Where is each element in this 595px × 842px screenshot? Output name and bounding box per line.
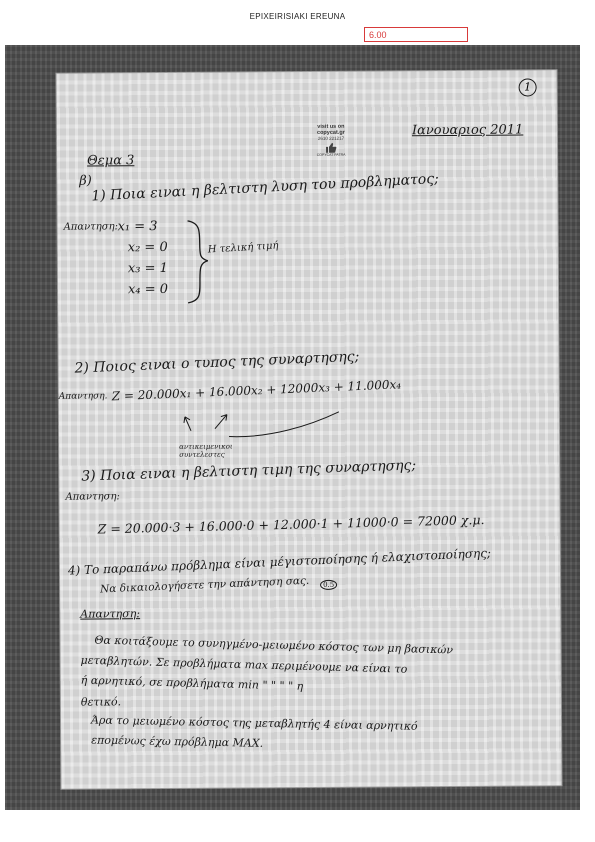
handwritten-sheet [57,70,562,788]
q2-question: 2) Ποιος ειναι ο τυπος της συναρτησης; [74,348,360,377]
q4-question-line-2: Να δικαιολογήσετε την απάντηση σας. [99,574,310,596]
copyshop-stamp [311,124,351,158]
thumbs-up-icon [325,143,337,153]
curly-brace [186,219,213,305]
q1-question: 1) Ποια ειναι η βελτιστη λυση του προβληματος; [90,170,440,205]
q2-answer-label: Απαντηση. [58,391,108,402]
stamp-line-1: visit us on [317,123,345,130]
q4-question-line-1: 4) Το παραπάνω πρόβλημα είναι μέγιστοποίησης ή ελαχιστοποίησης; [67,545,492,578]
q1-note: Η τελική τιμή [207,240,279,256]
q4-answer-line-5: Άρα το μειωμένο κόστος της μεταβλητής 4 είναι αρνητικό [90,713,418,733]
document-title: EPIXEIRISIAKI EREUNA [249,12,346,21]
q4-answer-line-1: Θα κοιτάξουμε το συνηγμένο-μειωμένο κόστος των μη βασικών [94,633,454,657]
page-number-circle: 1 [519,78,537,96]
topic-heading: Θεμα 3 [87,153,135,169]
q4-answer-line-3: ή αρνητικό, σε προβλήματα min " " " " η [80,673,304,693]
q1-value-x1: x₁ = 3 [117,219,158,235]
coefficient-arrows [179,402,349,443]
date: Ιανουαριος 2011 [411,122,524,139]
q2-annotation-2: συντελεστες [179,450,225,459]
q2-annotation-1: αντικειμενικοι [179,442,233,451]
scanned-page [5,45,580,810]
q2-formula: Z = 20.000x₁ + 16.000x₂ + 12000x₃ + 11.000x₄ [111,377,402,404]
q1-value-x2: x₂ = 0 [127,239,168,256]
q3-calculation: Z = 20.000·3 + 16.000·0 + 12.000·1 + 11000·0 = 72000 χ.μ. [97,512,485,537]
q4-answer-label: Απαντηση: [80,607,141,621]
q3-answer-label: Απαντηση: [65,491,120,503]
q4-answer-line-6: επομένως έχω πρόβλημα MAX. [91,733,264,750]
stamp-line-3: 2610 221217 [317,135,345,141]
q4-answer-line-2: μεταβλητών. Σε προβλήματα max περιμένουμε να είναι το [80,653,408,676]
q1-value-x4: x₄ = 0 [127,281,169,298]
stamp-line-2: copycat.gr [316,129,345,136]
stamp-line-4: COPYCAT PATRA [316,152,346,157]
part-label: β) [79,173,92,189]
q1-answer-label: Απαντηση: [63,221,118,233]
q3-question: 3) Ποια ειναι η βελτιστη τιμη της συναρτησης; [81,457,417,485]
q4-answer-line-4: θετικό. [80,695,122,709]
q4-circled-mark: 0.5 [320,580,337,590]
q1-value-x3: x₃ = 1 [127,260,168,277]
grade-box: 6.00 [364,27,468,42]
